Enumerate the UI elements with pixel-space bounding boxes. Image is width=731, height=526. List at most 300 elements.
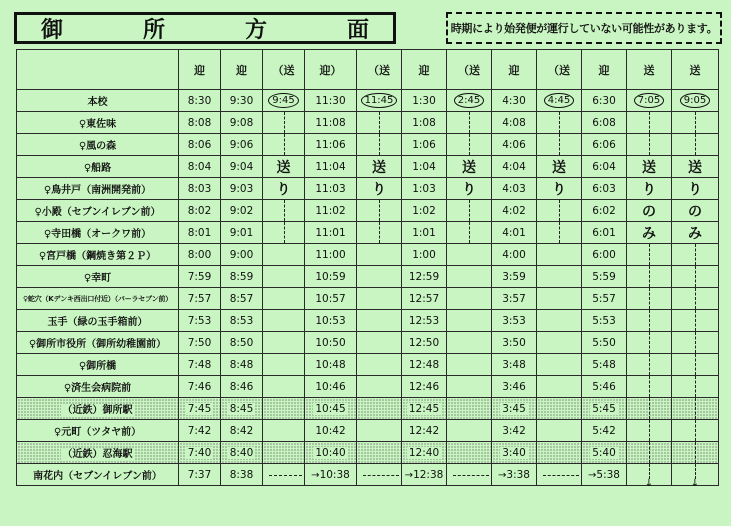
time-value: 10:38: [319, 468, 350, 481]
time-cell: [447, 464, 492, 486]
header-cell: 迎: [402, 50, 447, 90]
time-cell: [627, 266, 672, 288]
arrow-down-icon: ↓: [690, 478, 700, 489]
stop-name: [17, 442, 179, 464]
time-value: 7:37: [187, 468, 212, 481]
dashed-connector: [695, 134, 696, 155]
time-value: 4:03: [502, 182, 526, 195]
time-value: 11:00: [315, 248, 346, 261]
time-cell: [537, 442, 582, 464]
dashed-connector: [649, 420, 650, 441]
time-value: 9:01: [229, 226, 254, 239]
time-value: 3:40: [502, 446, 526, 459]
time-cell: [179, 354, 221, 376]
time-cell: [447, 222, 492, 244]
time-value: 5:45: [592, 402, 616, 415]
stop-name: [17, 398, 179, 420]
time-value: 8:06: [187, 138, 212, 151]
table-row: [17, 376, 719, 398]
time-cell: [221, 376, 263, 398]
time-value: 6:03: [592, 182, 616, 195]
table-row: [17, 178, 719, 200]
time-cell: [627, 90, 672, 112]
time-value: 10:50: [315, 336, 346, 349]
time-value: 7:48: [187, 358, 212, 371]
time-value: 11:03: [315, 182, 346, 195]
time-cell: [537, 112, 582, 134]
time-cell: [305, 376, 357, 398]
time-value: 3:59: [502, 270, 526, 283]
time-cell: [221, 332, 263, 354]
time-cell: [402, 332, 447, 354]
time-cell: [447, 156, 492, 178]
stop-label: ♀宮戸橋（鋼焼き第２Ｐ）: [38, 251, 157, 262]
time-value: 8:50: [229, 336, 254, 349]
time-cell: [179, 398, 221, 420]
dashed-connector: [379, 134, 380, 155]
time-cell: [627, 112, 672, 134]
time-cell: [582, 178, 627, 200]
time-cell: [357, 112, 402, 134]
time-cell: [627, 244, 672, 266]
departure-oval: 9:45: [268, 93, 298, 108]
time-cell: [447, 398, 492, 420]
table-row: [17, 90, 719, 112]
time-cell: [357, 222, 402, 244]
time-cell: [447, 420, 492, 442]
dashed-connector: [649, 134, 650, 155]
header-cell: 送: [672, 50, 719, 90]
time-value: 1:02: [412, 204, 436, 217]
time-value: 8:00: [187, 248, 212, 261]
okuri-nomi-label: の: [688, 203, 702, 220]
time-cell: [179, 112, 221, 134]
table-row: [17, 112, 719, 134]
time-cell: [402, 178, 447, 200]
time-cell: [672, 332, 719, 354]
dashed-connector: [469, 134, 470, 155]
header-cell: 迎）: [305, 50, 357, 90]
dashed-connector: [469, 222, 470, 243]
time-value: 12:45: [408, 402, 440, 415]
dashed-connector: [649, 332, 650, 353]
time-value: 3:46: [502, 380, 526, 393]
time-cell: [672, 266, 719, 288]
time-cell: [357, 200, 402, 222]
time-value: 7:45: [187, 402, 212, 415]
time-value: 8:57: [229, 292, 254, 305]
time-cell: [537, 178, 582, 200]
stop-label: 玉手（緑の玉手箱前）: [47, 317, 148, 328]
table-row: [17, 222, 719, 244]
time-cell: [357, 420, 402, 442]
time-value: 11:06: [315, 138, 346, 151]
time-cell: [582, 354, 627, 376]
okuri-nomi-label: り: [688, 181, 702, 198]
time-cell: [305, 156, 357, 178]
stop-label: ♀船路: [83, 163, 112, 174]
stop-label: ♀御所市役所（御所幼稚園前）: [28, 339, 167, 350]
time-cell: [305, 420, 357, 442]
time-cell: [582, 420, 627, 442]
time-cell: [447, 354, 492, 376]
time-value: 12:42: [408, 424, 440, 437]
dashed-connector: [649, 398, 650, 419]
time-cell: [263, 244, 305, 266]
arrow-down-icon: ↓: [644, 478, 654, 489]
time-value: 4:04: [502, 160, 526, 173]
timetable: [16, 49, 719, 489]
time-value: 5:53: [592, 314, 616, 327]
header-stop: [17, 50, 179, 90]
time-cell: [179, 310, 221, 332]
time-cell: [582, 464, 627, 486]
time-cell: [221, 266, 263, 288]
time-value: 3:42: [502, 424, 526, 437]
okuri-label: り: [276, 181, 291, 198]
stop-name: [17, 222, 179, 244]
time-value: 3:45: [502, 402, 526, 415]
time-cell: 1:30: [402, 90, 447, 112]
header-cell: （送: [357, 50, 402, 90]
time-cell: [537, 420, 582, 442]
time-value: 1:00: [412, 248, 436, 261]
table-row: [17, 244, 719, 266]
time-cell: [672, 442, 719, 464]
time-value: 8:04: [187, 160, 212, 173]
time-cell: [537, 156, 582, 178]
departure-oval: 9:05: [680, 93, 710, 108]
dashed-connector: [695, 288, 696, 309]
time-cell: [263, 156, 305, 178]
time-cell: [263, 288, 305, 310]
time-value: 8:48: [229, 358, 254, 371]
time-cell: [179, 442, 221, 464]
stop-name: [17, 200, 179, 222]
time-cell: [305, 200, 357, 222]
dashed-connector: [649, 112, 650, 133]
time-cell: [672, 90, 719, 112]
time-cell: [357, 376, 402, 398]
time-value: 9:06: [229, 138, 254, 151]
time-cell: [447, 200, 492, 222]
time-cell: [447, 332, 492, 354]
time-cell: [672, 310, 719, 332]
time-cell: [537, 354, 582, 376]
time-value: 3:48: [502, 358, 526, 371]
time-cell: [447, 134, 492, 156]
time-value: 8:03: [187, 182, 212, 195]
time-value: 8:45: [229, 402, 254, 415]
time-value: 6:00: [592, 248, 616, 261]
time-cell: [221, 178, 263, 200]
time-value: 11:01: [315, 226, 346, 239]
time-value: 12:40: [408, 446, 440, 459]
okuri-nomi-label: 送: [642, 159, 656, 176]
dashed-connector: [649, 376, 650, 397]
time-cell: [357, 354, 402, 376]
time-cell: [221, 244, 263, 266]
table-row: [17, 354, 719, 376]
okuri-nomi-label: り: [642, 181, 656, 198]
table-row: [17, 134, 719, 156]
time-value: 11:02: [315, 204, 346, 217]
time-cell: [672, 178, 719, 200]
time-cell: [492, 442, 537, 464]
header-cell: 迎: [582, 50, 627, 90]
dashed-connector: [649, 442, 650, 463]
time-cell: [402, 266, 447, 288]
time-cell: [672, 420, 719, 442]
time-cell: [492, 310, 537, 332]
time-cell: [492, 156, 537, 178]
time-value: 7:53: [187, 314, 212, 327]
dashed-connector: [695, 354, 696, 375]
time-cell: [402, 398, 447, 420]
stop-name: [17, 156, 179, 178]
dashed-connector: [695, 332, 696, 353]
header-row: [17, 50, 719, 90]
arrow-icon: →: [498, 469, 507, 481]
time-cell: [627, 442, 672, 464]
time-value: 6:01: [592, 226, 616, 239]
time-cell: [492, 178, 537, 200]
time-cell: [402, 464, 447, 486]
stop-label: ♀幸町: [83, 273, 112, 284]
time-cell: [672, 354, 719, 376]
stop-label: ♀寺田橋（オークワ前）: [43, 229, 152, 240]
time-value: 10:59: [315, 270, 346, 283]
time-value: 10:57: [315, 292, 346, 305]
time-cell: [492, 222, 537, 244]
header-cell: （送: [537, 50, 582, 90]
dashed-connector: [695, 266, 696, 287]
time-cell: [402, 156, 447, 178]
time-cell: [305, 244, 357, 266]
time-value: 4:08: [502, 116, 526, 129]
time-value: 3:53: [502, 314, 526, 327]
table-row: [17, 266, 719, 288]
time-value: 11:04: [315, 160, 346, 173]
stop-label: ♀小殿（セブンイレブン前）: [34, 207, 161, 218]
time-cell: [492, 376, 537, 398]
time-value: 7:42: [187, 424, 212, 437]
time-cell: [221, 442, 263, 464]
okuri-label: 送: [552, 159, 566, 176]
time-cell: [221, 222, 263, 244]
time-cell: [221, 464, 263, 486]
title-char: 方: [244, 17, 267, 43]
stop-name: [17, 354, 179, 376]
time-cell: [305, 288, 357, 310]
dashed-connector: [453, 475, 489, 476]
time-cell: [179, 156, 221, 178]
time-value: 12:57: [408, 292, 440, 305]
time-value: 5:38: [596, 468, 620, 481]
time-cell: [263, 178, 305, 200]
time-cell: [537, 332, 582, 354]
time-cell: [357, 464, 402, 486]
time-cell: [492, 354, 537, 376]
time-cell: [263, 376, 305, 398]
time-cell: [357, 266, 402, 288]
time-cell: [537, 134, 582, 156]
time-cell: [492, 134, 537, 156]
time-cell: [672, 222, 719, 244]
time-cell: [582, 200, 627, 222]
time-value: 5:48: [592, 358, 616, 371]
table-row: [17, 310, 719, 332]
time-value: 4:02: [502, 204, 526, 217]
header-cell: 迎: [492, 50, 537, 90]
time-cell: [582, 244, 627, 266]
time-value: 1:08: [412, 116, 436, 129]
okuri-label: り: [372, 181, 386, 198]
dashed-connector: [695, 376, 696, 397]
okuri-nomi-label: 送: [688, 159, 702, 176]
time-cell: [672, 464, 719, 489]
time-value: 9:04: [229, 160, 254, 173]
time-cell: [357, 156, 402, 178]
okuri-label: 送: [372, 159, 386, 176]
time-cell: [402, 288, 447, 310]
time-value: 10:45: [315, 402, 346, 415]
time-cell: [627, 222, 672, 244]
time-cell: [492, 200, 537, 222]
time-value: 11:08: [315, 116, 346, 129]
time-cell: [305, 332, 357, 354]
time-cell: [672, 244, 719, 266]
time-value: 3:57: [502, 292, 526, 305]
okuri-nomi-label: み: [642, 225, 656, 242]
okuri-nomi-label: の: [642, 203, 656, 220]
time-cell: [672, 398, 719, 420]
time-value: 5:59: [592, 270, 616, 283]
time-cell: [582, 156, 627, 178]
time-value: 8:59: [229, 270, 254, 283]
time-cell: [263, 310, 305, 332]
time-value: 12:50: [408, 336, 440, 349]
dashed-connector: [649, 464, 650, 479]
stop-name: [17, 376, 179, 398]
time-cell: [179, 332, 221, 354]
time-cell: [627, 398, 672, 420]
time-value: 9:02: [229, 204, 254, 217]
dashed-connector: [649, 266, 650, 287]
time-cell: [305, 178, 357, 200]
time-cell: [582, 376, 627, 398]
time-cell: [402, 222, 447, 244]
time-value: 5:40: [592, 446, 616, 459]
title-char: 所: [142, 17, 165, 43]
time-value: 8:53: [229, 314, 254, 327]
time-value: 8:01: [187, 226, 212, 239]
time-cell: [179, 288, 221, 310]
stop-label: ♀御所橋: [78, 361, 117, 372]
okuri-label: り: [552, 181, 566, 198]
time-cell: 4:30: [492, 90, 537, 112]
time-cell: [179, 244, 221, 266]
header-cell: 迎: [179, 50, 221, 90]
stop-label: ♀東佐味: [78, 119, 117, 130]
time-value: 10:46: [315, 380, 346, 393]
time-cell: 11:30: [305, 90, 357, 112]
dashed-connector: [695, 420, 696, 441]
time-value: 1:06: [412, 138, 436, 151]
time-cell: [402, 200, 447, 222]
time-cell: [357, 178, 402, 200]
stop-name: 本校: [17, 90, 179, 112]
time-cell: [305, 222, 357, 244]
time-cell: [263, 442, 305, 464]
time-cell: [263, 134, 305, 156]
time-cell: [402, 134, 447, 156]
time-value: 3:50: [502, 336, 526, 349]
stop-name: [17, 310, 179, 332]
table-row: [17, 420, 719, 442]
time-cell: [672, 288, 719, 310]
dashed-connector: [695, 442, 696, 463]
time-cell: [263, 398, 305, 420]
okuri-label: 送: [276, 159, 291, 176]
time-cell: [537, 464, 582, 486]
time-cell: [221, 354, 263, 376]
time-cell: [263, 266, 305, 288]
page-title: [14, 12, 396, 44]
time-cell: [263, 354, 305, 376]
time-cell: [357, 90, 402, 112]
time-cell: [582, 310, 627, 332]
time-cell: [582, 442, 627, 464]
stop-name: [17, 244, 179, 266]
time-value: 7:57: [187, 292, 212, 305]
dashed-connector: [649, 288, 650, 309]
stop-label: ♀済生会病院前: [63, 383, 132, 394]
time-cell: [179, 178, 221, 200]
time-cell: [492, 332, 537, 354]
stop-name: [17, 288, 179, 310]
stop-label: （近鉄）忍海駅: [62, 449, 133, 460]
time-cell: [537, 222, 582, 244]
time-cell: [447, 244, 492, 266]
time-value: 9:08: [229, 116, 254, 129]
stop-label: （近鉄）御所駅: [62, 405, 133, 416]
stop-label: ♀蛇穴（Kデンキ西出口付近）（パーラセブン前）: [22, 294, 173, 303]
time-value: 4:06: [502, 138, 526, 151]
time-cell: [672, 156, 719, 178]
time-cell: [627, 156, 672, 178]
time-cell: [179, 134, 221, 156]
departure-oval: 7:05: [634, 93, 664, 108]
time-value: 10:48: [315, 358, 346, 371]
time-cell: [447, 442, 492, 464]
time-value: 1:01: [412, 226, 436, 239]
time-value: 6:04: [592, 160, 616, 173]
time-cell: [305, 310, 357, 332]
time-cell: [672, 134, 719, 156]
time-cell: [447, 90, 492, 112]
time-cell: [357, 134, 402, 156]
time-cell: [263, 332, 305, 354]
time-value: 5:42: [592, 424, 616, 437]
time-cell: [492, 420, 537, 442]
time-cell: [582, 222, 627, 244]
dashed-connector: [379, 200, 380, 221]
dashed-connector: [695, 244, 696, 265]
time-cell: [627, 332, 672, 354]
time-cell: [179, 266, 221, 288]
time-value: 8:08: [187, 116, 212, 129]
